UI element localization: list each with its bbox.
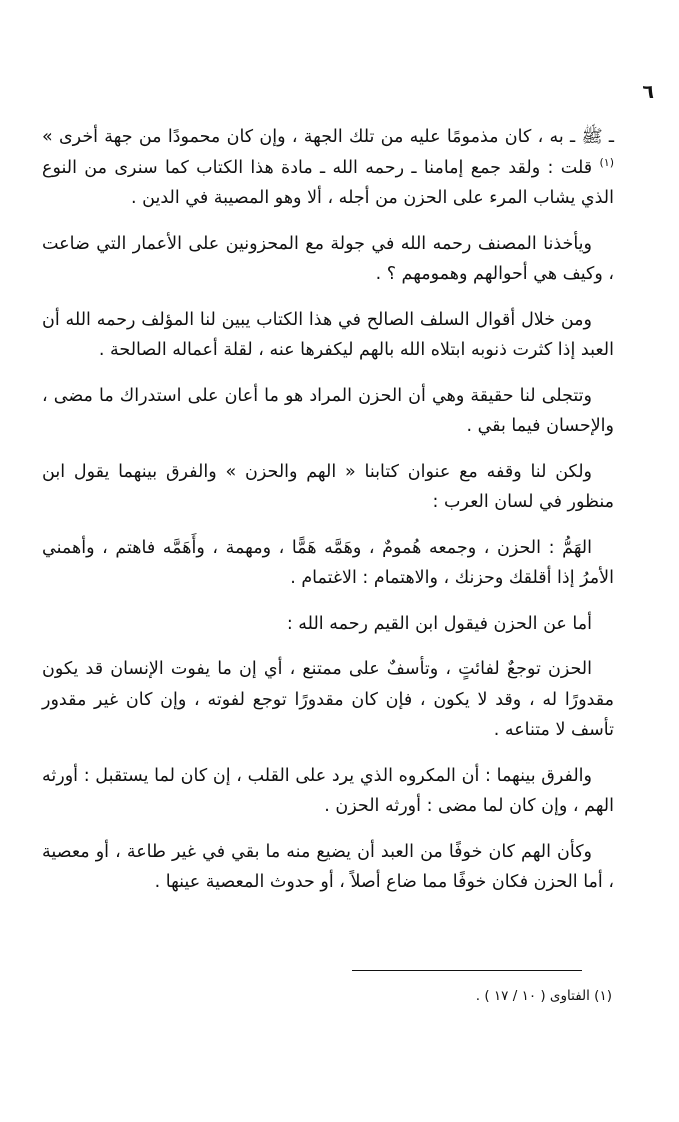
paragraph-7: أما عن الحزن فيقول ابن القيم رحمه الله : — [286, 613, 592, 634]
paragraph-6: الهَمُّ : الحزن ، وجمعه هُمومٌ ، وهَمَّه هَمًّا ، ومهمة ، وأَهَمَّه فاهتم ، وأهمني الأمرُ إذا أقلقك وحزنك ، والاهتمام : الاغتمام . — [42, 537, 614, 588]
paragraph-10: وكأن الهم كان خوفًا من العبد أن يضيع منه ما بقي في غير طاعة ، أو معصية ، أما الحزن فكان خوفًا مما ضاع أصلاً ، أو حدوث المعصية عينها . — [42, 841, 614, 892]
paragraph-2: ويأخذنا المصنف رحمه الله في جولة مع المحزونين على الأعمار التي ضاعت ، وكيف هي أحوالهم وهمومهم ؟ . — [42, 233, 614, 284]
paragraph-1-continuation: قلت : ولقد جمع إمامنا ـ رحمه الله ـ مادة هذا الكتاب كما سنرى من النوع الذي يشاب المرء على الحزن من أجله ، ألا وهو المصيبة في الدين . — [42, 157, 614, 208]
paragraph-1 — [42, 122, 614, 214]
paragraph-9: والفرق بينهما : أن المكروه الذي يرد على القلب ، إن كان لما يستقبل : أورثه الهم ، وإن كان لما مضى : أورثه الحزن . — [42, 765, 614, 816]
paragraph-1-text: ـ ﷺ ـ به ، كان مذمومًا عليه من تلك الجهة ، وإن كان محمودًا من جهة أخرى » — [42, 127, 614, 147]
footnote-divider — [352, 970, 582, 971]
paragraph-5: ولكن لنا وقفه مع عنوان كتابنا « الهم والحزن » والفرق بينهما يقول ابن منظور في لسان العرب : — [42, 461, 614, 512]
page-number: ٦ — [642, 81, 654, 103]
main-text — [42, 122, 614, 913]
footnote-1: (١) الفتاوى ( ١٠ / ١٧ ) . — [475, 988, 612, 1004]
paragraph-3: ومن خلال أقوال السلف الصالح في هذا الكتاب يبين لنا المؤلف رحمه الله أن العبد إذا كثرت ذنوبه ابتلاه الله بالهم ليكفرها عنه ، لقلة أعماله الصالحة . — [42, 309, 614, 360]
paragraph-8: الحزن توجعٌ لفائتٍ ، وتأسفٌ على ممتنع ، أي إن ما يفوت الإنسان قد يكون مقدورًا له ، وقد لا يكون ، فإن كان مقدورًا توجع لفوته ، وإن كان غير مقدور تأسف لا متناعه . — [42, 659, 614, 740]
paragraph-4: وتتجلى لنا حقيقة وهي أن الحزن المراد هو ما أعان على استدراك ما مضى ، والإحسان فيما بقي . — [42, 385, 614, 436]
footnote-reference: (١) — [599, 155, 614, 169]
